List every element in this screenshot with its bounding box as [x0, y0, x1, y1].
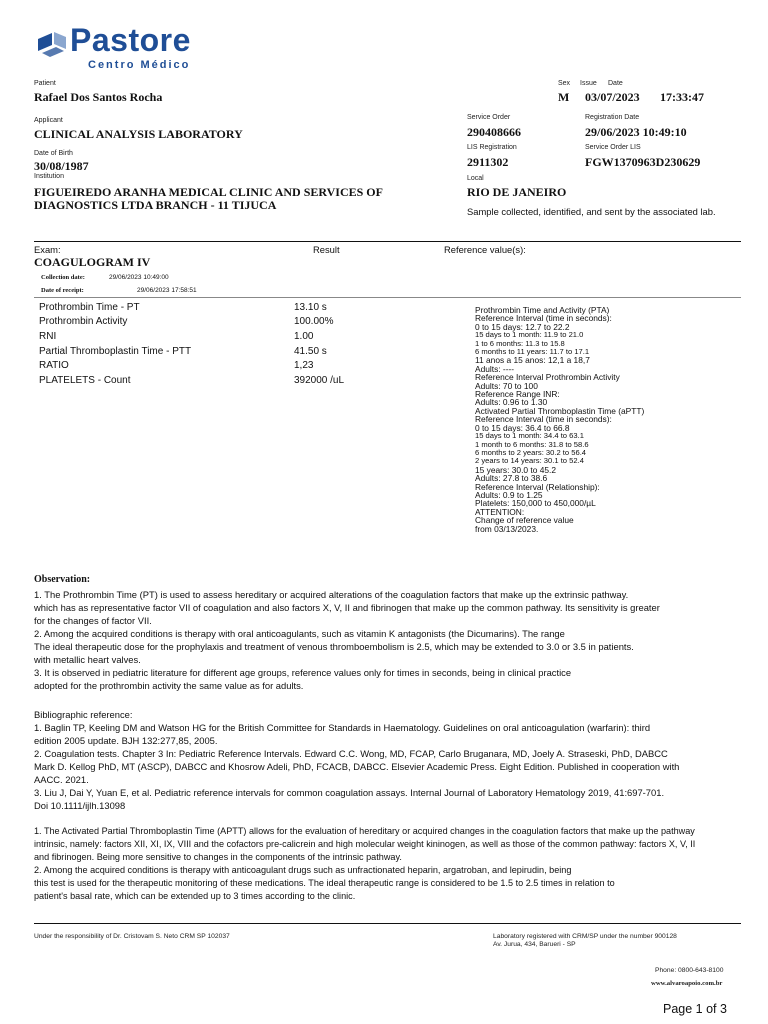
- footer-divider: [34, 923, 741, 924]
- lab-address: Av. Jurua, 434, Barueri - SP: [493, 941, 576, 948]
- local-label: Local: [467, 175, 484, 182]
- observation-text: [34, 588, 744, 692]
- institution-line1: FIGUEIREDO ARANHA MEDICAL CLINIC AND SERVICES OF: [34, 185, 383, 199]
- lis-registration-label: LIS Registration: [467, 144, 517, 151]
- pastore-logo-icon: [36, 29, 70, 59]
- result-value: 13.10 s: [294, 302, 327, 313]
- collection-date-label: Collection date:: [41, 274, 85, 281]
- patient-name: Rafael Dos Santos Rocha: [34, 90, 163, 104]
- website-link[interactable]: www.alvaroapoio.com.br: [651, 980, 723, 987]
- bibliography-title: Bibliographic reference:: [34, 709, 133, 720]
- reference-column-label: Reference value(s):: [444, 244, 526, 255]
- result-row: [39, 302, 140, 313]
- reference-values: [475, 306, 644, 533]
- observation-line: 2. Among the acquired conditions is therapy with oral anticoagulants, such as vitamin K antagonists (the Dicumarins). The range: [34, 628, 565, 639]
- reference-line: 15 days to 1 month: 11.9 to 21.0: [475, 330, 584, 340]
- registration-date-value: 29/06/2023 10:49:10: [585, 125, 687, 139]
- reference-line: Adults: 27.8 to 38.6: [475, 473, 548, 484]
- patient-label: Patient: [34, 80, 56, 87]
- receipt-date-value: 29/06/2023 17:58:51: [137, 287, 197, 294]
- bibliography-line: Mark D. Kellog PhD, MT (ASCP), DABCC and Khosrow Adeli, PhD, FCACB, DABCC. Elsevier Academic Press. Eight Edition. Published in cooperation with: [34, 761, 680, 772]
- reference-line: Reference Interval (time in seconds):: [475, 313, 612, 324]
- issue-date: 03/07/2023: [585, 90, 640, 104]
- reference-line: Change of reference value: [475, 515, 574, 526]
- collection-date-value: 29/06/2023 10:49:00: [109, 274, 169, 281]
- reference-line: Reference Range INR:: [475, 389, 560, 400]
- applicant-value: CLINICAL ANALYSIS LABORATORY: [34, 127, 243, 141]
- reference-line: 0 to 15 days: 36.4 to 66.8: [475, 422, 570, 433]
- result-value: 1,23: [294, 360, 314, 371]
- bibliography-line: Doi 10.1111/ijlh.13098: [34, 800, 126, 811]
- reference-line: 1 to 6 months: 11.3 to 15.8: [475, 338, 565, 348]
- reference-line: 2 years to 14 years: 30.1 to 52.4: [475, 456, 584, 466]
- date-label: Date: [608, 80, 623, 87]
- brand-subtitle: Centro Médico: [88, 59, 191, 71]
- reference-line: from 03/13/2023.: [475, 523, 539, 534]
- reference-line: 0 to 15 days: 12.7 to 22.2: [475, 321, 570, 332]
- aptt-line: 2. Among the acquired conditions is therapy with anticoagulant drugs such as unfractionated heparin, argatroban, and lepirudin, being: [34, 865, 572, 875]
- reference-line: 6 months to 11 years: 11.7 to 17.1: [475, 347, 590, 357]
- aptt-line: this test is used for the therapeutic monitoring of these medications. The ideal therapeutic range is considered to be 1.5 to 2.5 times in relation to: [34, 878, 615, 888]
- aptt-line: and fibrinogen. Being more sensitive to changes in the components of the intrinsic pathway.: [34, 852, 402, 862]
- bibliography: [34, 708, 744, 812]
- service-order-label: Service Order: [467, 114, 511, 121]
- reference-line: Platelets: 150,000 to 450,000/µL: [475, 498, 596, 509]
- test-name: PLATELETS - Count: [39, 375, 131, 386]
- exam-column-label: Exam:: [34, 244, 61, 255]
- result-value: 100.00%: [294, 316, 334, 327]
- reference-line: ATTENTION:: [475, 506, 525, 517]
- logo: [36, 22, 206, 74]
- result-row: [39, 375, 131, 386]
- bibliography-line: 3. Liu J, Dai Y, Yuan E, et al. Pediatric reference intervals for common coagulation assays. Internal Journal of Laboratory Hematology 2019, 41:697-701.: [34, 787, 665, 798]
- page-number: Page 1 of 3: [663, 1002, 727, 1016]
- reference-line: Reference Interval (time in seconds):: [475, 414, 612, 425]
- issue-label: Issue: [580, 80, 597, 87]
- test-name: RATIO: [39, 360, 69, 371]
- result-value: 392000 /uL: [294, 375, 345, 386]
- observation-line: which has as representative factor VII of coagulation and also factors X, V, II and fibrinogen that make up the common pathway. Its sensitivity is greater: [34, 602, 660, 613]
- service-order-lis-value: FGW1370963D230629: [585, 155, 701, 169]
- exam-divider: [34, 297, 741, 298]
- reference-line: Adults: ----: [475, 363, 515, 374]
- result-column-label: Result: [313, 244, 340, 255]
- test-name: RNI: [39, 331, 57, 342]
- reference-line: Reference Interval (Relationship):: [475, 481, 600, 492]
- result-value: 41.50 s: [294, 346, 327, 357]
- reference-line: 15 years: 30.0 to 45.2: [475, 464, 557, 475]
- observation-line: with metallic heart valves.: [34, 654, 141, 665]
- aptt-line: 1. The Activated Partial Thromboplastin Time (APTT) allows for the evaluation of hereditary or acquired changes in the coagulation factors that make up the pathway: [34, 826, 695, 836]
- observation-line: 1. The Prothrombin Time (PT) is used to assess hereditary or acquired alterations of the coagulation factors that make up the extrinsic pathway.: [34, 589, 629, 600]
- header-divider: [34, 241, 741, 242]
- sample-note: Sample collected, identified, and sent by the associated lab.: [467, 206, 716, 217]
- lis-registration-value: 2911302: [467, 155, 509, 169]
- exam-title: COAGULOGRAM IV: [34, 255, 151, 269]
- registration-date-label: Registration Date: [585, 114, 640, 121]
- observation-line: The ideal therapeutic dose for the prophylaxis and treatment of venous thromboembolism is 2.5, which may be extended to 3.0 or 3.5 in patients.: [34, 641, 634, 652]
- reference-line: Prothrombin Time and Activity (PTA): [475, 305, 610, 315]
- responsibility-note: Under the responsibility of Dr. Cristovam S. Neto CRM SP 102037: [34, 933, 230, 940]
- observation-line: adopted for the prothrombin activity the same value as for adults.: [34, 680, 304, 691]
- test-name: Prothrombin Activity: [39, 316, 128, 327]
- observation-line: 3. It is observed in pediatric literature for different age groups, reference values only for times in seconds, being in clinical practice: [34, 667, 572, 678]
- reference-line: 15 days to 1 month: 34.4 to 63.1: [475, 431, 584, 441]
- sex-label: Sex: [558, 80, 571, 87]
- aptt-line: intrinsic, namely: factors XII, XI, IX, VIII and the cofactors pre-calicrein and high molecular weight kininogen, as well as those of the common pathway: factors X, V, II: [34, 839, 696, 849]
- dob-label: Date of Birth: [34, 150, 73, 157]
- bibliography-line: 2. Coagulation tests. Chapter 3 In: Pediatric Reference Intervals. Edward C.C. Wong, MD, FCAP, Carlo Bruganara, MD, Joely A. Straseski, PhD, DABCC: [34, 748, 668, 759]
- reference-line: 1 month to 6 months: 31.8 to 58.6: [475, 439, 589, 449]
- phone-number: Phone: 0800-643-8100: [655, 967, 724, 974]
- bibliography-line: AACC. 2021.: [34, 774, 89, 785]
- dob-value: 30/08/1987: [34, 159, 89, 173]
- result-row: [39, 316, 127, 327]
- bibliography-line: 1. Baglin TP, Keeling DM and Watson HG for the British Committee for Standards in Haematology. Guidelines on oral anticoagulation (warfarin): third: [34, 722, 651, 733]
- lab-registration-note: Laboratory registered with CRM/SP under the number 900128: [493, 933, 677, 940]
- aptt-notes: [34, 825, 744, 903]
- institution-label: Institution: [34, 173, 64, 180]
- result-row: [39, 346, 191, 357]
- test-name: Partial Thromboplastin Time - PTT: [39, 346, 192, 357]
- result-row: [39, 360, 69, 371]
- aptt-line: patient's basal rate, which can be extended up to 3 times according to the clinic.: [34, 891, 356, 901]
- issue-time: 17:33:47: [660, 90, 704, 104]
- local-value: RIO DE JANEIRO: [467, 185, 567, 199]
- result-row: [39, 331, 56, 342]
- institution-line2: DIAGNOSTICS LTDA BRANCH - 11 TIJUCA: [34, 198, 277, 212]
- observation-title: Observation:: [34, 574, 91, 585]
- reference-line: Activated Partial Thromboplastin Time (aPTT): [475, 405, 645, 416]
- receipt-date-label: Date of receipt:: [41, 287, 84, 294]
- brand-name: Pastore: [70, 22, 191, 58]
- service-order-lis-label: Service Order LIS: [585, 144, 641, 151]
- bibliography-line: edition 2005 update. BJH 132:277,85, 2005.: [34, 735, 218, 746]
- test-name: Prothrombin Time - PT: [39, 302, 140, 313]
- applicant-label: Applicant: [34, 117, 63, 124]
- reference-line: Adults: 70 to 100: [475, 380, 538, 391]
- reference-line: 6 months to 2 years: 30.2 to 56.4: [475, 447, 587, 457]
- reference-line: Adults: 0.96 to 1.30: [475, 397, 548, 408]
- service-order-value: 290408666: [467, 125, 521, 139]
- result-value: 1.00: [294, 331, 314, 342]
- reference-line: 11 anos a 15 anos: 12,1 a 18,7: [475, 355, 590, 366]
- reference-line: Reference Interval Prothrombin Activity: [475, 372, 620, 383]
- reference-line: Adults: 0.9 to 1.25: [475, 489, 543, 500]
- observation-line: for the changes of factor VII.: [34, 615, 152, 626]
- sex-value: M: [558, 90, 570, 104]
